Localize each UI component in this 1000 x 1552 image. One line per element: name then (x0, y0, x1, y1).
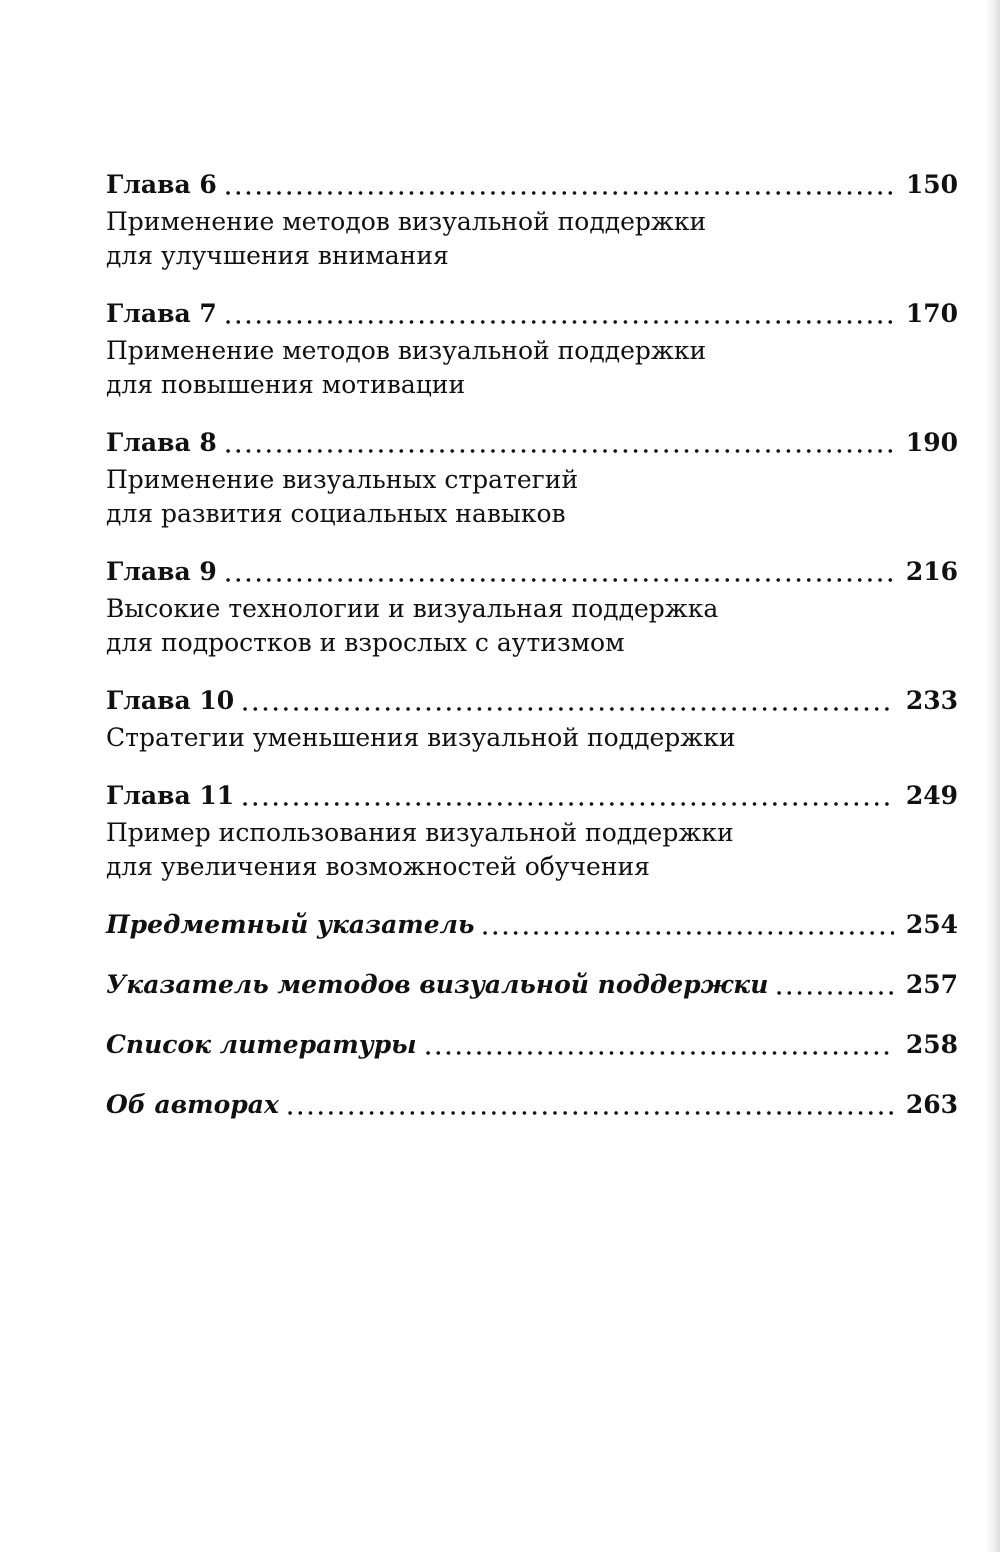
dot-leader (223, 578, 894, 582)
chapter-description-line: для развития социальных навыков (106, 499, 566, 528)
toc-entry-chapter-7[interactable] (106, 294, 958, 402)
chapter-title: Глава 11 (106, 781, 235, 810)
toc-heading-line (106, 965, 958, 1005)
page-number: 258 (905, 1030, 958, 1059)
page-number: 216 (905, 557, 958, 586)
section-title: Предметный указатель (106, 910, 475, 939)
chapter-description-line: Применение методов визуальной поддержки (106, 207, 707, 236)
toc-entry-subject-index[interactable] (106, 905, 958, 945)
dot-leader (240, 707, 894, 711)
chapter-description-line: Стратегии уменьшения визуальной поддержки (106, 723, 736, 752)
toc-entry-chapter-9[interactable] (106, 552, 958, 660)
dot-leader (223, 191, 894, 195)
chapter-description-line: Применение визуальных стратегий (106, 465, 579, 494)
chapter-description-line: для подростков и взрослых с аутизмом (106, 628, 625, 657)
chapter-description-line: Пример использования визуальной поддержки (106, 818, 734, 847)
chapter-title: Глава 9 (106, 557, 217, 586)
toc-entry-chapter-10[interactable] (106, 681, 958, 755)
page-number: 263 (905, 1090, 958, 1119)
toc-entry-chapter-8[interactable] (106, 423, 958, 531)
section-title: Об авторах (106, 1090, 279, 1119)
page-number: 257 (905, 970, 958, 999)
chapter-description-line: Применение методов визуальной поддержки (106, 336, 707, 365)
page-number: 190 (905, 428, 958, 457)
chapter-title: Глава 8 (106, 428, 217, 457)
page-number: 150 (905, 170, 958, 199)
toc-heading-line (106, 681, 958, 721)
toc-entry-chapter-11[interactable] (106, 776, 958, 884)
dot-leader (223, 320, 894, 324)
toc-heading-line (106, 294, 958, 334)
section-title: Указатель методов визуальной поддержки (106, 970, 769, 999)
dot-leader (774, 991, 893, 995)
toc-heading-line (106, 1085, 958, 1125)
toc-heading-line (106, 552, 958, 592)
dot-leader (223, 449, 894, 453)
toc-entry-about-authors[interactable] (106, 1085, 958, 1125)
chapter-title: Глава 6 (106, 170, 217, 199)
page-number: 249 (905, 781, 958, 810)
table-of-contents (106, 165, 958, 1145)
chapter-description-line: Высокие технологии и визуальная поддержка (106, 594, 719, 623)
toc-entry-references[interactable] (106, 1025, 958, 1065)
page-number: 170 (905, 299, 958, 328)
toc-heading-line (106, 423, 958, 463)
chapter-description-line: для повышения мотивации (106, 370, 466, 399)
dot-leader (240, 802, 894, 806)
toc-heading-line (106, 905, 958, 945)
chapter-description-line: для увеличения возможностей обучения (106, 852, 650, 881)
toc-heading-line (106, 1025, 958, 1065)
toc-entry-chapter-6[interactable] (106, 165, 958, 273)
page-edge-shadow (986, 0, 1000, 1552)
toc-entry-methods-index[interactable] (106, 965, 958, 1005)
chapter-description-line: для улучшения внимания (106, 241, 449, 270)
chapter-title: Глава 7 (106, 299, 217, 328)
dot-leader (285, 1111, 894, 1115)
chapter-title: Глава 10 (106, 686, 235, 715)
dot-leader (423, 1051, 894, 1055)
dot-leader (480, 931, 893, 935)
toc-heading-line (106, 165, 958, 205)
page-number: 233 (905, 686, 958, 715)
section-title: Список литературы (106, 1030, 417, 1059)
toc-heading-line (106, 776, 958, 816)
page-number: 254 (905, 910, 958, 939)
